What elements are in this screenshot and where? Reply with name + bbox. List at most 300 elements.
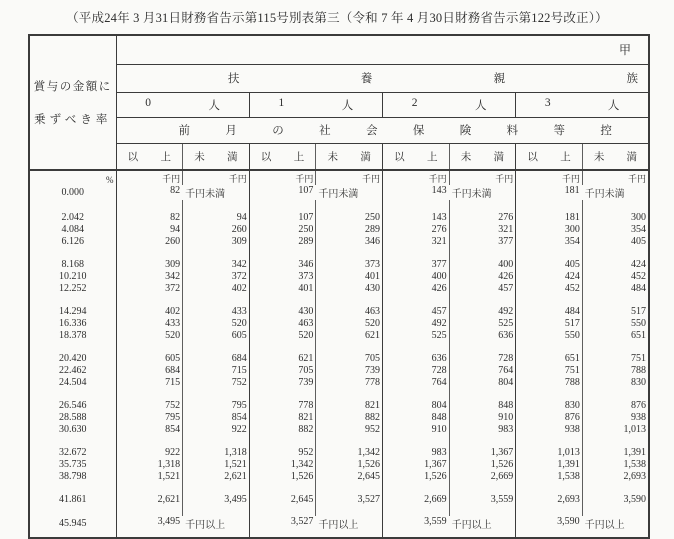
rate-value: 0.000 <box>29 185 116 200</box>
amount-cell: 1,318 <box>183 446 250 458</box>
lower-bound-header <box>116 143 183 170</box>
amount-cell: 1,526 <box>449 458 516 470</box>
amount-cell: 705 <box>316 352 383 364</box>
amount-cell: 821 <box>249 411 316 423</box>
amount-cell: 778 <box>249 399 316 411</box>
amount-cell: 848 <box>383 411 450 423</box>
insurance-header-char: 保 <box>412 125 425 137</box>
threshold-cell <box>116 185 249 200</box>
amount-cell: 1,538 <box>516 470 583 482</box>
insurance-header-char: 社 <box>319 125 331 137</box>
threshold-suffix: 千円未満 <box>451 189 492 200</box>
insurance-header-char: 料 <box>506 125 519 137</box>
amount-cell: 520 <box>249 329 316 341</box>
threshold-suffix: 千円未満 <box>584 189 625 200</box>
rate-value: 2.042 <box>29 211 116 223</box>
rate-column-header <box>29 35 116 170</box>
dependent-count-number: 3 <box>544 96 551 109</box>
threshold-cell <box>116 516 249 531</box>
bounds-header-row <box>29 143 649 170</box>
amount-cell: 651 <box>582 329 649 341</box>
bound-char: 満 <box>626 151 637 163</box>
upper-bound-header <box>582 143 649 170</box>
amount-cell: 457 <box>449 282 516 294</box>
bound-char: 未 <box>327 151 339 163</box>
bound-char: 以 <box>127 151 139 163</box>
amount-cell: 882 <box>316 411 383 423</box>
lower-bound-header <box>383 143 450 170</box>
dependent-count-content <box>516 97 648 113</box>
amount-cell: 452 <box>516 282 583 294</box>
amount-cell: 848 <box>449 399 516 411</box>
bound-header-content <box>583 149 648 164</box>
bound-char: 上 <box>160 151 171 163</box>
dependents-char: 扶 <box>227 73 240 85</box>
thousand-yen-unit-label: 千円 <box>183 170 250 185</box>
amount-cell: 402 <box>116 305 183 317</box>
table-row <box>29 270 649 282</box>
bound-char: 上 <box>293 151 305 163</box>
sheet-kou-label: 甲 <box>116 35 649 64</box>
bound-header-content <box>183 149 249 164</box>
threshold-content <box>516 516 648 531</box>
dependents-char: 族 <box>626 73 638 85</box>
dependent-count-content <box>117 97 249 113</box>
insurance-header <box>116 117 649 143</box>
amount-cell: 2,693 <box>516 493 583 505</box>
table-row <box>29 470 649 482</box>
amount-cell: 983 <box>449 423 516 435</box>
lower-bound-header <box>249 143 316 170</box>
amount-cell: 922 <box>183 423 250 435</box>
threshold-suffix: 千円以上 <box>185 520 226 531</box>
amount-cell: 705 <box>249 364 316 376</box>
amount-cell: 1,538 <box>582 458 649 470</box>
threshold-content <box>117 516 249 531</box>
dependent-count-cell <box>383 92 516 117</box>
bonus-tax-rate-table <box>28 34 650 539</box>
amount-cell: 463 <box>316 305 383 317</box>
table-row <box>29 411 649 423</box>
lower-bound-header <box>516 143 583 170</box>
spacer-row <box>29 200 649 211</box>
thousand-yen-unit-label: 千円 <box>516 170 583 185</box>
amount-cell: 636 <box>383 352 450 364</box>
amount-cell: 804 <box>383 399 450 411</box>
table-row <box>29 376 649 388</box>
threshold-suffix: 千円以上 <box>318 520 359 531</box>
amount-cell: 1,013 <box>582 423 649 435</box>
amount-cell: 739 <box>249 376 316 388</box>
dependents-char: 親 <box>493 73 506 85</box>
threshold-suffix: 千円未満 <box>318 189 359 200</box>
amount-cell: 94 <box>183 211 250 223</box>
rate-value: 28.588 <box>29 411 116 423</box>
amount-cell: 250 <box>249 223 316 235</box>
units-row <box>29 170 649 185</box>
amount-cell: 882 <box>249 423 316 435</box>
amount-cell: 342 <box>116 270 183 282</box>
threshold-content <box>250 185 382 200</box>
amount-cell: 430 <box>249 305 316 317</box>
amount-cell: 621 <box>316 329 383 341</box>
amount-cell: 520 <box>183 317 250 329</box>
bound-header-content <box>316 149 382 164</box>
threshold-content <box>516 185 648 200</box>
amount-cell: 788 <box>516 376 583 388</box>
amount-cell: 424 <box>516 270 583 282</box>
table-row <box>29 235 649 247</box>
amount-cell: 605 <box>116 352 183 364</box>
amount-cell: 1,521 <box>116 470 183 482</box>
rate-value: 22.462 <box>29 364 116 376</box>
amount-cell: 2,669 <box>383 493 450 505</box>
rate-value: 24.504 <box>29 376 116 388</box>
amount-cell: 525 <box>383 329 450 341</box>
amount-cell: 778 <box>316 376 383 388</box>
dependent-count-number: 1 <box>278 96 285 109</box>
amount-cell: 342 <box>183 258 250 270</box>
threshold-number: 107 <box>298 185 314 196</box>
amount-cell: 2,693 <box>582 470 649 482</box>
bound-char: 満 <box>493 151 505 163</box>
dependent-counts-row <box>29 92 649 117</box>
threshold-number: 181 <box>564 185 580 196</box>
bound-char: 以 <box>527 151 538 163</box>
bottom-pad-row <box>29 531 649 538</box>
amount-cell: 457 <box>383 305 450 317</box>
amount-cell: 983 <box>383 446 450 458</box>
amount-cell: 3,527 <box>316 493 383 505</box>
amount-cell: 830 <box>582 376 649 388</box>
amount-cell: 492 <box>383 317 450 329</box>
threshold-cell <box>249 516 382 531</box>
dependent-count-cell <box>249 92 382 117</box>
dependent-count-number: 0 <box>145 96 151 109</box>
amount-cell: 520 <box>316 317 383 329</box>
amount-cell: 433 <box>116 317 183 329</box>
amount-cell: 276 <box>383 223 450 235</box>
bound-char: 満 <box>227 151 238 163</box>
amount-cell: 922 <box>116 446 183 458</box>
amount-cell: 400 <box>449 258 516 270</box>
table-row <box>29 258 649 270</box>
amount-cell: 751 <box>516 364 583 376</box>
spacer-row <box>29 482 649 493</box>
rate-value: 6.126 <box>29 235 116 247</box>
amount-cell: 289 <box>249 235 316 247</box>
amount-cell: 309 <box>183 235 250 247</box>
threshold-suffix: 千円以上 <box>584 520 625 531</box>
threshold-suffix: 千円以上 <box>451 520 492 531</box>
dependent-count-content <box>250 97 382 113</box>
amount-cell: 300 <box>582 211 649 223</box>
bound-char: 以 <box>394 151 405 163</box>
table-row <box>29 282 649 294</box>
amount-cell: 372 <box>116 282 183 294</box>
amount-cell: 373 <box>249 270 316 282</box>
amount-cell: 517 <box>582 305 649 317</box>
amount-cell: 94 <box>116 223 183 235</box>
dependents-header-content <box>117 70 649 86</box>
amount-cell: 321 <box>449 223 516 235</box>
insurance-header-char: 険 <box>459 125 472 137</box>
amount-cell: 424 <box>582 258 649 270</box>
amount-cell: 354 <box>582 223 649 235</box>
amount-cell: 1,013 <box>516 446 583 458</box>
dependent-count-cell <box>116 92 249 117</box>
amount-cell: 321 <box>383 235 450 247</box>
bound-header-content <box>450 149 516 164</box>
amount-cell: 1,318 <box>116 458 183 470</box>
dependent-count-number: 2 <box>411 96 418 109</box>
bound-header-content <box>250 149 316 164</box>
amount-cell: 1,367 <box>383 458 450 470</box>
amount-cell: 372 <box>183 270 250 282</box>
table-row <box>29 446 649 458</box>
upper-bound-header <box>449 143 516 170</box>
amount-cell: 3,495 <box>183 493 250 505</box>
spacer-row <box>29 388 649 399</box>
rate-value: 20.420 <box>29 352 116 364</box>
threshold-number: 3,495 <box>157 516 181 527</box>
amount-cell: 804 <box>449 376 516 388</box>
amount-cell: 400 <box>383 270 450 282</box>
amount-cell: 484 <box>516 305 583 317</box>
amount-cell: 260 <box>116 235 183 247</box>
amount-cell: 2,621 <box>116 493 183 505</box>
rate-value: 4.084 <box>29 223 116 235</box>
amount-cell: 684 <box>183 352 250 364</box>
amount-cell: 3,590 <box>582 493 649 505</box>
rate-value: 35.735 <box>29 458 116 470</box>
bound-char: 満 <box>360 151 371 163</box>
threshold-cell <box>516 185 649 200</box>
table-row <box>29 223 649 235</box>
amount-cell: 452 <box>582 270 649 282</box>
bound-char: 未 <box>593 151 605 163</box>
amount-cell: 739 <box>316 364 383 376</box>
amount-cell: 517 <box>516 317 583 329</box>
amount-cell: 309 <box>116 258 183 270</box>
thousand-yen-unit-label: 千円 <box>383 170 450 185</box>
dependent-count-content <box>383 97 515 113</box>
insurance-header-char: の <box>272 125 284 137</box>
bound-header-content <box>383 149 449 164</box>
amount-cell: 651 <box>516 352 583 364</box>
rate-value: 32.672 <box>29 446 116 458</box>
bound-char: 上 <box>426 151 438 163</box>
rate-value: 18.378 <box>29 329 116 341</box>
upper-bound-header <box>183 143 250 170</box>
spacer-row <box>29 505 649 516</box>
amount-cell: 764 <box>383 376 450 388</box>
threshold-content <box>383 516 515 531</box>
insurance-header-content <box>117 122 649 138</box>
amount-cell: 854 <box>116 423 183 435</box>
bound-header-content <box>117 149 183 164</box>
amount-cell: 289 <box>316 223 383 235</box>
amount-cell: 520 <box>116 329 183 341</box>
amount-cell: 82 <box>116 211 183 223</box>
amount-cell: 405 <box>582 235 649 247</box>
amount-cell: 250 <box>316 211 383 223</box>
thousand-yen-unit-label: 千円 <box>449 170 516 185</box>
table-row <box>29 317 649 329</box>
amount-cell: 550 <box>516 329 583 341</box>
amount-cell: 2,645 <box>249 493 316 505</box>
table-row <box>29 305 649 317</box>
amount-cell: 938 <box>582 411 649 423</box>
insurance-header-char: 等 <box>553 125 565 137</box>
spacer-row <box>29 247 649 258</box>
amount-cell: 621 <box>249 352 316 364</box>
dependent-count-cell <box>516 92 649 117</box>
amount-cell: 354 <box>516 235 583 247</box>
table-row <box>29 423 649 435</box>
table-row <box>29 458 649 470</box>
amount-cell: 605 <box>183 329 250 341</box>
amount-cell: 752 <box>183 376 250 388</box>
insurance-header-row <box>29 117 649 143</box>
bound-char: 上 <box>560 151 571 163</box>
upper-bound-header <box>316 143 383 170</box>
rate-value: 12.252 <box>29 282 116 294</box>
rate-value: 30.630 <box>29 423 116 435</box>
amount-cell: 1,367 <box>449 446 516 458</box>
amount-cell: 430 <box>316 282 383 294</box>
amount-cell: 830 <box>516 399 583 411</box>
rate-value: 41.861 <box>29 493 116 505</box>
thousand-yen-unit-label: 千円 <box>249 170 316 185</box>
amount-cell: 2,645 <box>316 470 383 482</box>
rate-value: 26.546 <box>29 399 116 411</box>
rate-value: 16.336 <box>29 317 116 329</box>
insurance-header-char: 会 <box>366 125 378 137</box>
amount-cell: 764 <box>449 364 516 376</box>
threshold-number: 82 <box>170 185 181 196</box>
amount-cell: 821 <box>316 399 383 411</box>
thousand-yen-unit-label: 千円 <box>116 170 183 185</box>
amount-cell: 2,621 <box>183 470 250 482</box>
amount-cell: 550 <box>582 317 649 329</box>
table-row <box>29 329 649 341</box>
sheet-row <box>29 35 649 64</box>
bound-char: 未 <box>460 151 472 163</box>
rate-value: 14.294 <box>29 305 116 317</box>
amount-cell: 1,391 <box>516 458 583 470</box>
table-row <box>29 493 649 505</box>
amount-cell: 181 <box>516 211 583 223</box>
amount-cell: 788 <box>582 364 649 376</box>
rate-value: 45.945 <box>29 516 116 531</box>
rate-value: 10.210 <box>29 270 116 282</box>
percent-unit-label: % <box>29 170 116 185</box>
threshold-cell <box>383 185 516 200</box>
threshold-content <box>383 185 515 200</box>
dependent-count-unit: 人 <box>475 99 487 112</box>
threshold-number: 143 <box>431 185 447 196</box>
amount-cell: 715 <box>183 364 250 376</box>
threshold-number: 3,590 <box>557 516 580 527</box>
document-title: （平成24年 3 月31日財務省告示第115号別表第三（令和 7 年 4 月30日財務省告示第122号改正）） <box>66 11 608 25</box>
rate-header-line1: 賞与の金額に <box>33 81 112 93</box>
threshold-content <box>117 185 249 200</box>
amount-cell: 433 <box>183 305 250 317</box>
amount-cell: 910 <box>449 411 516 423</box>
amount-cell: 952 <box>316 423 383 435</box>
thousand-yen-unit-label: 千円 <box>582 170 649 185</box>
dependent-count-unit: 人 <box>208 99 220 112</box>
amount-cell: 910 <box>383 423 450 435</box>
amount-cell: 107 <box>249 211 316 223</box>
threshold-content <box>250 516 382 531</box>
amount-cell: 426 <box>449 270 516 282</box>
spacer-row <box>29 294 649 305</box>
amount-cell: 752 <box>116 399 183 411</box>
amount-cell: 684 <box>116 364 183 376</box>
insurance-header-char: 控 <box>600 125 612 137</box>
amount-cell: 876 <box>516 411 583 423</box>
amount-cell: 728 <box>449 352 516 364</box>
amount-cell: 1,526 <box>249 470 316 482</box>
dependent-count-unit: 人 <box>341 99 354 112</box>
amount-cell: 938 <box>516 423 583 435</box>
threshold-cell <box>249 185 382 200</box>
threshold-cell <box>516 516 649 531</box>
amount-cell: 1,342 <box>316 446 383 458</box>
amount-cell: 300 <box>516 223 583 235</box>
rate-header-line2: 乗ずべき率 <box>34 114 112 126</box>
table-row <box>29 211 649 223</box>
rate-value: 38.798 <box>29 470 116 482</box>
dependent-count-unit: 人 <box>607 99 620 112</box>
table-row <box>29 364 649 376</box>
amount-cell: 463 <box>249 317 316 329</box>
amount-cell: 405 <box>516 258 583 270</box>
bound-header-content <box>516 149 582 164</box>
rate-value: 8.168 <box>29 258 116 270</box>
amount-cell: 795 <box>116 411 183 423</box>
amount-cell: 402 <box>183 282 250 294</box>
threshold-row <box>29 185 649 200</box>
amount-cell: 401 <box>316 270 383 282</box>
amount-cell: 346 <box>249 258 316 270</box>
amount-cell: 1,526 <box>383 470 450 482</box>
bound-char: 以 <box>260 151 272 163</box>
amount-cell: 401 <box>249 282 316 294</box>
amount-cell: 143 <box>383 211 450 223</box>
amount-cell: 525 <box>449 317 516 329</box>
amount-cell: 1,521 <box>183 458 250 470</box>
amount-cell: 1,526 <box>316 458 383 470</box>
amount-cell: 492 <box>449 305 516 317</box>
dependents-char: 養 <box>360 73 373 85</box>
amount-cell: 728 <box>383 364 450 376</box>
amount-cell: 952 <box>249 446 316 458</box>
amount-cell: 377 <box>383 258 450 270</box>
insurance-header-char: 前 <box>178 125 190 137</box>
thousand-yen-unit-label: 千円 <box>316 170 383 185</box>
amount-cell: 636 <box>449 329 516 341</box>
threshold-row <box>29 516 649 531</box>
amount-cell: 426 <box>383 282 450 294</box>
amount-cell: 854 <box>183 411 250 423</box>
threshold-suffix: 千円未満 <box>185 189 226 200</box>
table-row <box>29 352 649 364</box>
dependents-header-row <box>29 64 649 92</box>
amount-cell: 373 <box>316 258 383 270</box>
